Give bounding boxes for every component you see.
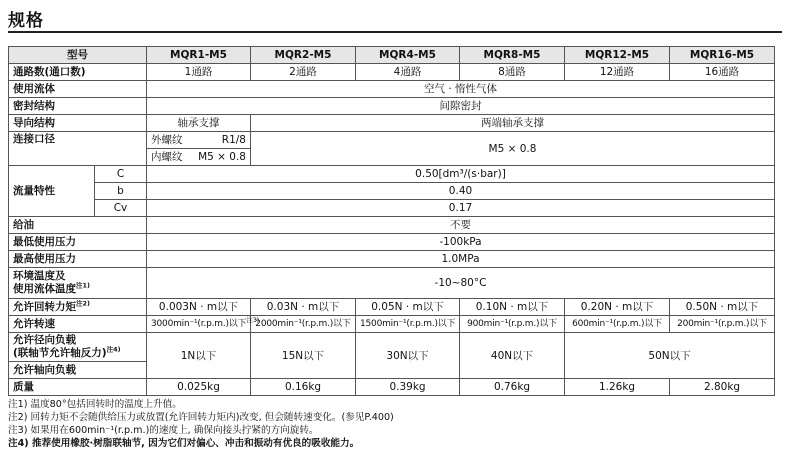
mass-value: 0.16kg bbox=[251, 379, 356, 396]
temperature-label bbox=[9, 268, 147, 299]
mass-label: 质量 bbox=[9, 379, 147, 396]
internal-thread-label: 内螺纹 bbox=[151, 151, 183, 163]
ports-label: 通路数(通口数) bbox=[9, 64, 147, 81]
lube-label: 给油 bbox=[9, 217, 147, 234]
max-pressure-value: 1.0MPa bbox=[147, 251, 775, 268]
lube-value: 不要 bbox=[147, 217, 775, 234]
connection-label: 连接口径 bbox=[9, 132, 147, 166]
flow-b-value: 0.40 bbox=[147, 183, 775, 200]
min-pressure-row bbox=[9, 234, 775, 251]
ports-value: 2通路 bbox=[251, 64, 356, 81]
speed-row bbox=[9, 316, 775, 333]
flow-cv-value: 0.17 bbox=[147, 200, 775, 217]
ports-value: 8通路 bbox=[460, 64, 565, 81]
load-value: 15N以下 bbox=[251, 333, 356, 379]
seal-value: 间隙密封 bbox=[147, 98, 775, 115]
temperature-note: 注1) bbox=[76, 281, 90, 290]
type-label: 型号 bbox=[9, 47, 147, 64]
speed-label: 允许转速 bbox=[9, 316, 147, 333]
load-value-merged: 50N以下 bbox=[565, 333, 775, 379]
speed-value: 200min⁻¹(r.p.m.)以下 bbox=[670, 316, 775, 333]
fluid-label: 使用流体 bbox=[9, 81, 147, 98]
flow-cv-label: Cv bbox=[95, 200, 147, 217]
guide-label: 导向结构 bbox=[9, 115, 147, 132]
load-value: 40N以下 bbox=[460, 333, 565, 379]
speed-note: 注3) bbox=[246, 316, 259, 324]
load-value: 30N以下 bbox=[356, 333, 460, 379]
temperature-value: -10~80°C bbox=[147, 268, 775, 299]
radial-load-label-line1: 允许径向负载 bbox=[13, 334, 76, 346]
guide-value-rest: 两端轴承支撑 bbox=[251, 115, 775, 132]
temperature-label-line1: 环境温度及 bbox=[13, 270, 66, 282]
title-underline bbox=[8, 31, 782, 33]
ports-value: 1通路 bbox=[147, 64, 251, 81]
model-mqr1: MQR1-M5 bbox=[147, 47, 251, 64]
flow-b-row bbox=[9, 183, 775, 200]
flow-c-label: C bbox=[95, 166, 147, 183]
mass-value: 1.26kg bbox=[565, 379, 670, 396]
mass-value: 0.76kg bbox=[460, 379, 565, 396]
torque-value: 0.20N · m以下 bbox=[565, 299, 670, 316]
seal-row bbox=[9, 98, 775, 115]
axial-load-label: 允许轴向负载 bbox=[9, 362, 147, 379]
min-pressure-label: 最低使用压力 bbox=[9, 234, 147, 251]
fluid-value: 空气 · 惰性气体 bbox=[147, 81, 775, 98]
connection-rest-value: M5 × 0.8 bbox=[251, 132, 775, 166]
footnote: 注3) 如果用在600min⁻¹(r.p.m.)的速度上, 确保向接头拧紧的方向旋转。 bbox=[8, 425, 319, 436]
torque-value: 0.05N · m以下 bbox=[356, 299, 460, 316]
page-title: 规格 bbox=[8, 11, 44, 31]
seal-label: 密封结构 bbox=[9, 98, 147, 115]
guide-row bbox=[9, 115, 775, 132]
external-thread-value: R1/8 bbox=[221, 134, 246, 146]
max-pressure-label: 最高使用压力 bbox=[9, 251, 147, 268]
lube-row bbox=[9, 217, 775, 234]
torque-value: 0.50N · m以下 bbox=[670, 299, 775, 316]
ports-value: 16通路 bbox=[670, 64, 775, 81]
mass-row bbox=[9, 379, 775, 396]
fluid-row bbox=[9, 81, 775, 98]
connection-row bbox=[9, 132, 775, 149]
radial-load-label bbox=[9, 333, 147, 362]
footnote: 注4) 推荐使用橡胶·树脂联轴节, 因为它们对偏心、冲击和振动有优良的吸收能力。 bbox=[8, 438, 360, 449]
model-mqr12: MQR12-M5 bbox=[565, 47, 670, 64]
torque-label: 允许回转力矩 bbox=[13, 301, 76, 313]
speed-value: 600min⁻¹(r.p.m.)以下 bbox=[565, 316, 670, 333]
mass-value: 0.025kg bbox=[147, 379, 251, 396]
speed-value-cell bbox=[147, 316, 259, 333]
radial-load-label-line2: (联轴节允许轴反力) bbox=[13, 347, 107, 359]
load-value: 1N以下 bbox=[147, 333, 251, 379]
connection-internal bbox=[147, 149, 251, 166]
torque-row bbox=[9, 299, 775, 316]
external-thread-label: 外螺纹 bbox=[151, 134, 183, 146]
torque-value: 0.10N · m以下 bbox=[460, 299, 565, 316]
speed-value: 3000min⁻¹(r.p.m.)以下 bbox=[151, 319, 247, 329]
torque-label-cell bbox=[9, 299, 147, 316]
torque-note: 注2) bbox=[76, 299, 90, 308]
radial-load-note: 注4) bbox=[106, 345, 121, 354]
internal-thread-value: M5 × 0.8 bbox=[198, 151, 246, 163]
flow-c-row bbox=[9, 166, 775, 183]
flow-b-label: b bbox=[95, 183, 147, 200]
torque-value: 0.003N · m以下 bbox=[147, 299, 251, 316]
model-mqr16: MQR16-M5 bbox=[670, 47, 775, 64]
connection-external bbox=[147, 132, 251, 149]
model-mqr4: MQR4-M5 bbox=[356, 47, 460, 64]
ports-row bbox=[9, 64, 775, 81]
mass-value: 2.80kg bbox=[670, 379, 775, 396]
flow-cv-row bbox=[9, 200, 775, 217]
mass-value: 0.39kg bbox=[356, 379, 460, 396]
model-mqr2: MQR2-M5 bbox=[251, 47, 356, 64]
guide-value-first: 轴承支撑 bbox=[147, 115, 251, 132]
speed-value: 2000min⁻¹(r.p.m.)以下 bbox=[251, 316, 356, 333]
flow-c-value: 0.50[dm³/(s·bar)] bbox=[147, 166, 775, 183]
ports-value: 4通路 bbox=[356, 64, 460, 81]
speed-value: 900min⁻¹(r.p.m.)以下 bbox=[460, 316, 565, 333]
footnotes bbox=[8, 398, 394, 450]
footnote: 注1) 温度80°包括回转时的温度上升值。 bbox=[8, 399, 182, 410]
min-pressure-value: -100kPa bbox=[147, 234, 775, 251]
torque-value: 0.03N · m以下 bbox=[251, 299, 356, 316]
radial-load-row bbox=[9, 333, 775, 362]
max-pressure-row bbox=[9, 251, 775, 268]
model-mqr8: MQR8-M5 bbox=[460, 47, 565, 64]
speed-value: 1500min⁻¹(r.p.m.)以下 bbox=[356, 316, 460, 333]
spec-table bbox=[8, 46, 775, 396]
temperature-label-line2: 使用流体温度 bbox=[13, 283, 76, 295]
footnote: 注2) 回转力矩不会随供给压力或放置(允许回转力矩内)改变, 但会随转速变化。(参见P.400) bbox=[8, 412, 394, 423]
flow-label: 流量特性 bbox=[9, 166, 95, 217]
header-row bbox=[9, 47, 775, 64]
temperature-row bbox=[9, 268, 775, 299]
ports-value: 12通路 bbox=[565, 64, 670, 81]
